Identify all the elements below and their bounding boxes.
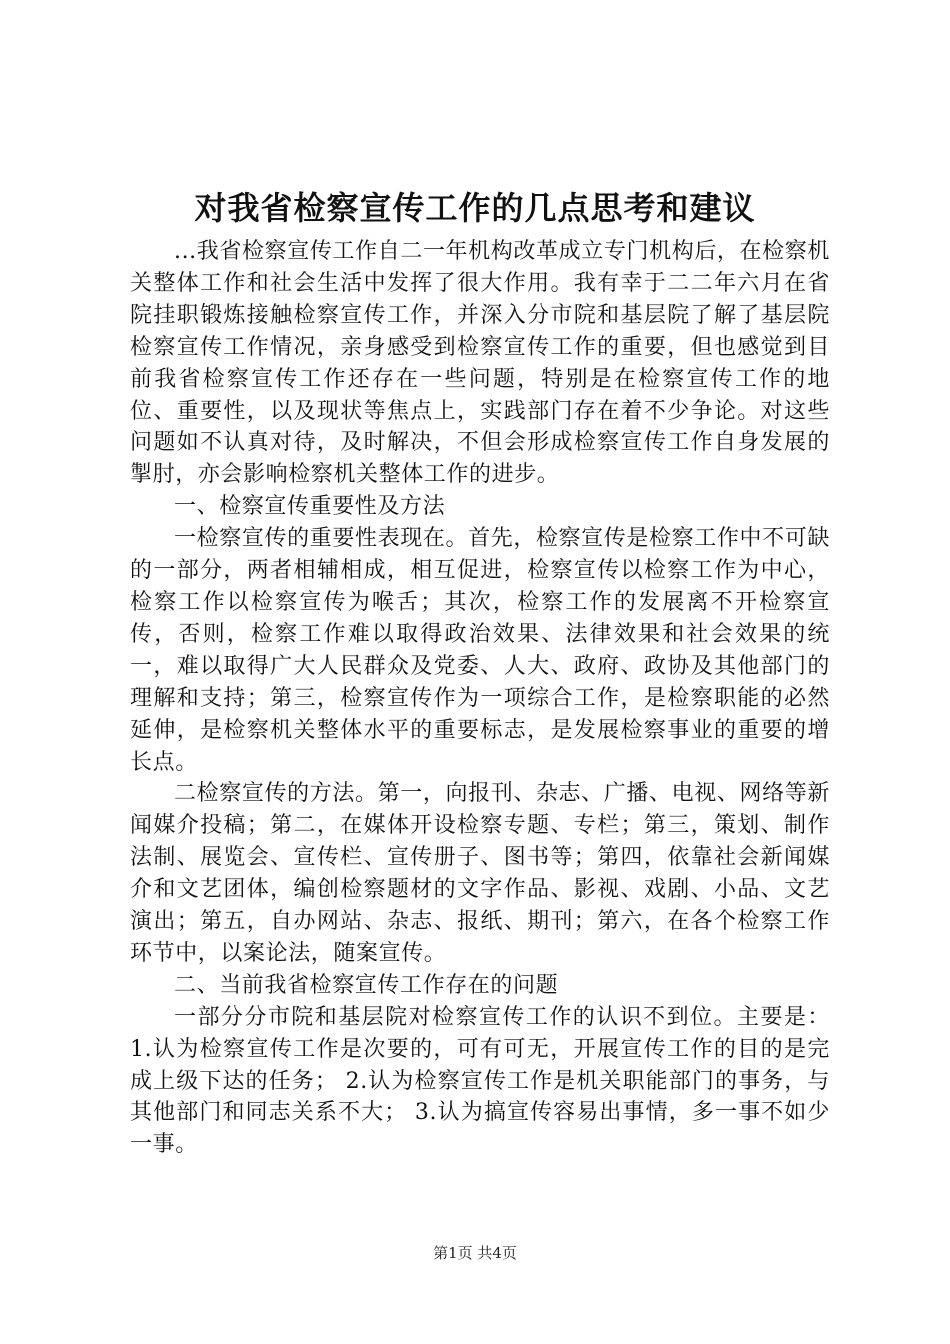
document-body bbox=[130, 236, 830, 1161]
paragraph-intro: ...我省检察宣传工作自二一年机构改革成立专门机构后，在检察机关整体工作和社会生活中发挥了很大作用。我有幸于二二年六月在省院挂职锻炼接触检察宣传工作，并深入分市院和基层院了解了基层院检察宣传工作情况，亲身感受到检察宣传工作的重要，但也感觉到目前我省检察宣传工作还存在一些问题，特别是在检察宣传工作的地位、重要性，以及现状等焦点上，实践部门存在着不少争论。对这些问题如不认真对待，及时解决，不但会形成检察宣传工作自身发展的掣肘，亦会影响检察机关整体工作的进步。 bbox=[130, 239, 830, 488]
paragraph-problems: 一部分分市院和基层院对检察宣传工作的认识不到位。主要是： 1.认为检察宣传工作是次要的，可有可无，开展宣传工作的目的是完成上级下达的任务； 2.认为检察宣传工作是机关职能部门的事务，与其他部门和同志关系不大； 3.认为搞宣传容易出事情，多一事不如少一事。 bbox=[130, 1004, 830, 1158]
document-title: 对我省检察宣传工作的几点思考和建议 bbox=[194, 189, 756, 227]
section-heading-2: 二、当前我省检察宣传工作存在的问题 bbox=[174, 972, 559, 998]
section-heading-1: 一、检察宣传重要性及方法 bbox=[174, 494, 446, 520]
paragraph-methods: 二检察宣传的方法。第一，向报刊、杂志、广播、电视、网络等新闻媒介投稿；第二，在媒体开设检察专题、专栏；第三，策划、制作法制、展览会、宣传栏、宣传册子、图书等；第四，依靠社会新闻媒介和文艺团体，编创检察题材的文字作品、影视、戏剧、小品、文艺演出；第五，自办网站、杂志、报纸、期刊；第六，在各个检察工作环节中，以案论法，随案宣传。 bbox=[130, 781, 830, 966]
page-footer: 第1页 共4页 bbox=[433, 1244, 517, 1262]
paragraph-importance: 一检察宣传的重要性表现在。首先，检察宣传是检察工作中不可缺的一部分，两者相辅相成，相互促进，检察宣传以检察工作为中心，检察工作以检察宣传为喉舌；其次，检察工作的发展离不开检察宣传，否则，检察工作难以取得政治效果、法律效果和社会效果的统一，难以取得广大人民群众及党委、人大、政府、政协及其他部门的理解和支持；第三，检察宣传作为一项综合工作，是检察职能的必然延伸，是检察机关整体水平的重要标志，是发展检察事业的重要的增长点。 bbox=[130, 526, 830, 775]
